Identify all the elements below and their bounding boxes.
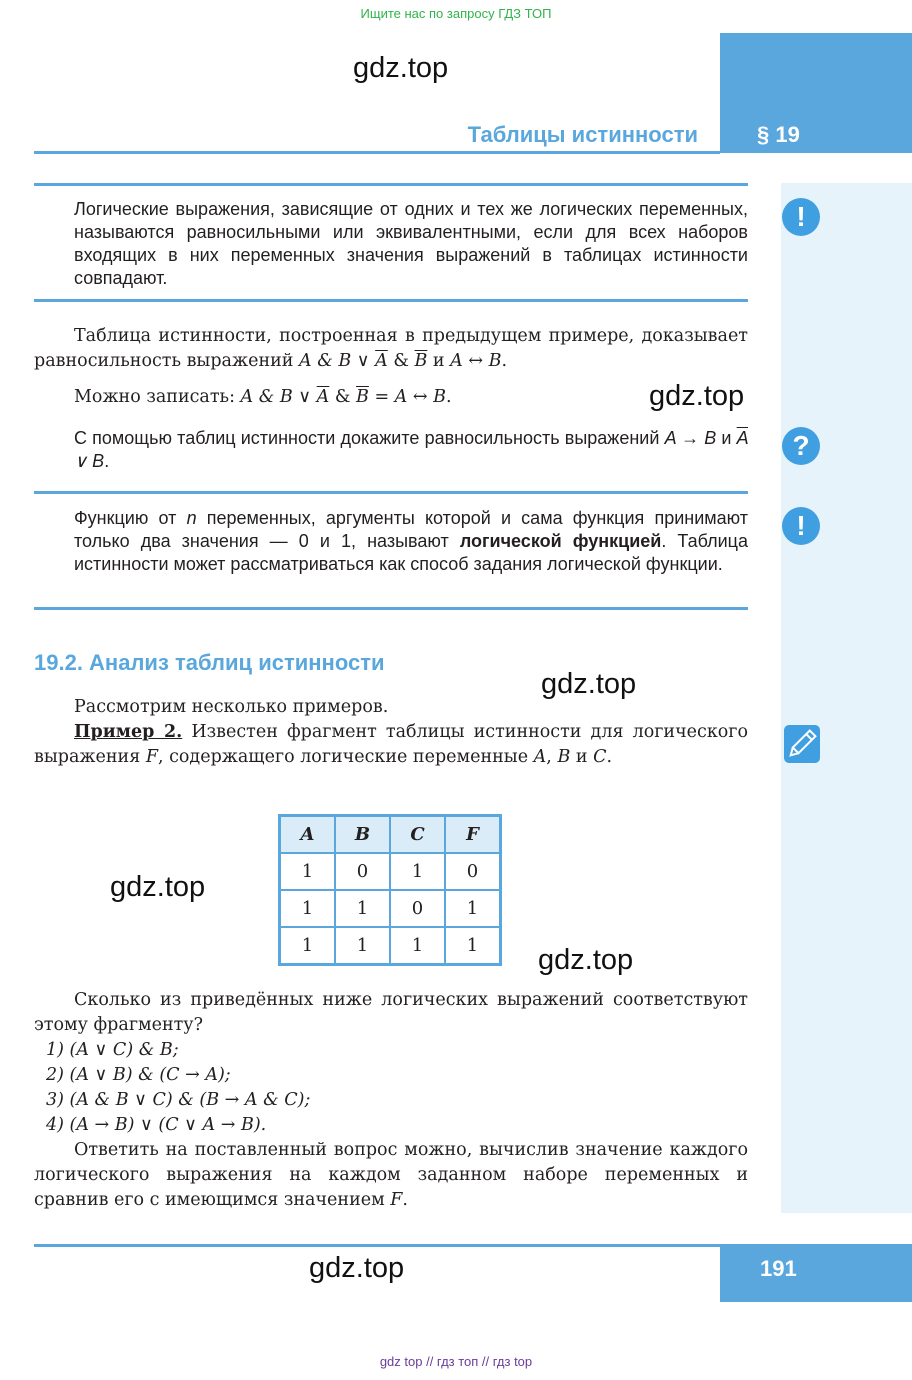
table-header-cell: A <box>280 816 336 854</box>
example-f: F <box>145 747 158 767</box>
expr-dot: . <box>501 351 508 371</box>
table-cell: 1 <box>445 890 501 927</box>
footer-accent-bar <box>720 1244 912 1302</box>
table-cell: 1 <box>280 890 336 927</box>
negated-b: $\overline{B}$ <box>414 351 428 371</box>
table-cell: 1 <box>445 927 501 965</box>
paragraph-formula <box>74 385 634 410</box>
question-expr2: ∨ B <box>74 451 105 471</box>
watermark: gdz.top <box>541 668 637 700</box>
paragraph-text: Таблица истинности, построенная в предыдущем примере, доказывает равносильность выражений <box>34 326 748 371</box>
def-text: переменных, аргументы которой и сама функция принимают только два значения — 0 и 1, называют <box>74 508 748 551</box>
answer-f: F <box>390 1190 403 1210</box>
chapter-title: Таблицы истинности <box>467 122 698 147</box>
watermark: gdz.top <box>353 52 449 84</box>
question-expr1: A → B <box>664 428 717 448</box>
box-bottom-rule <box>34 607 748 610</box>
expr-equivalence: A ↔ B <box>450 351 502 371</box>
def-n: n <box>186 508 197 528</box>
section-number: § 19 <box>757 122 800 147</box>
expr-part: A & B ∨ <box>299 351 376 371</box>
example-body: , содержащего логические переменные <box>157 747 534 767</box>
formula-amp: & <box>329 387 357 407</box>
answer-dot: . <box>402 1190 408 1210</box>
page-number: 191 <box>760 1256 797 1281</box>
expr-and: и <box>427 351 451 371</box>
table-cell: 1 <box>390 927 445 965</box>
table-header-cell: C <box>390 816 445 854</box>
question-and: и <box>716 428 737 448</box>
box-bottom-rule <box>34 299 748 302</box>
watermark: gdz.top <box>309 1252 405 1284</box>
example-dot: . <box>606 747 613 767</box>
top-search-note[interactable]: Ищите нас по запросу ГДЗ ТОП <box>360 6 552 21</box>
formula-negated-a: $\overline{A}$ <box>316 387 330 407</box>
truth-table <box>278 814 502 966</box>
table-cell: 0 <box>390 890 445 927</box>
answer-body: Ответить на поставленный вопрос можно, вычислив значение каждого логического выражения на каждом заданном наборе переменных и сравнив его с имеющимся значением <box>34 1140 748 1210</box>
table-cell: 1 <box>390 853 445 890</box>
def-text: Функцию от <box>74 508 187 528</box>
option-3: 3) (A & B ∨ C) & (B → A & C); <box>46 1090 311 1110</box>
table-cell: 1 <box>335 927 390 965</box>
watermark: gdz.top <box>538 944 634 976</box>
formula-negated-b: $\overline{B}$ <box>356 387 369 407</box>
formula-lead: Можно записать: <box>74 387 241 407</box>
table-cell: 1 <box>280 853 336 890</box>
section-heading: 19.2. Анализ таблиц истинности <box>34 650 385 675</box>
example-body: Известен фрагмент таблицы истинности для логического выражения <box>34 722 748 767</box>
question-two: Сколько из приведённых ниже логических выражений соответствуют этому фрагменту? <box>34 990 748 1035</box>
example-b: B <box>557 747 571 767</box>
expr-amp: & <box>387 351 415 371</box>
def-text: . Таблица истинности может рассматриваться как способ задания логической функции. <box>74 531 749 574</box>
example-c: C <box>593 747 607 767</box>
table-header-row <box>280 816 501 854</box>
table-header-cell: B <box>335 816 390 854</box>
table-cell: 1 <box>335 890 390 927</box>
example-a: A <box>533 747 547 767</box>
question-text: С помощью таблиц истинности докажите равносильность выражений <box>74 428 665 448</box>
definition-logical-function <box>74 507 748 576</box>
important-icon: ! <box>782 507 820 545</box>
box-top-rule <box>34 491 748 494</box>
important-icon: ! <box>782 198 820 236</box>
example-comma: , <box>546 747 552 767</box>
negated-a: $\overline{A}$ <box>375 351 388 371</box>
table-header-cell: F <box>445 816 501 854</box>
table-cell: 0 <box>335 853 390 890</box>
table-cell: 0 <box>445 853 501 890</box>
option-4: 4) (A → B) ∨ (C ∨ A → B). <box>46 1115 267 1135</box>
question-negated-a: $\overline{A}$ <box>736 428 748 448</box>
table-cell: 1 <box>280 927 336 965</box>
formula-part: A & B ∨ <box>240 387 317 407</box>
table-row <box>280 927 501 965</box>
option-1: 1) (A ∨ C) & B; <box>46 1040 179 1060</box>
formula-equals: = A ↔ B <box>368 387 446 407</box>
example-label: Пример 2. <box>74 722 183 742</box>
formula-dot: . <box>445 387 452 407</box>
header-accent-bar <box>720 33 912 153</box>
watermark: gdz.top <box>649 380 745 412</box>
table-row <box>280 890 501 927</box>
footer-rule <box>34 1244 720 1247</box>
header-rule <box>34 151 720 154</box>
box-top-rule <box>34 183 748 186</box>
watermark: gdz.top <box>110 871 206 903</box>
definition-equivalence: Логические выражения, зависящие от одних и тех же логических переменных, называются равносильными или эквивалентными, если для всех наборов входящих в них переменных значения выражений в таблицах истинности совпадают. <box>74 199 748 288</box>
intro-text: Рассмотрим несколько примеров. <box>74 697 389 717</box>
question-icon: ? <box>782 427 820 465</box>
truth-table-wrap <box>278 814 502 966</box>
example-text <box>34 720 748 770</box>
example-and: и <box>570 747 594 767</box>
answer-text <box>34 1138 748 1213</box>
def-term: логической функцией <box>459 531 662 551</box>
option-2: 2) (A ∨ B) & (C → A); <box>46 1065 231 1085</box>
bottom-links[interactable]: gdz top // гдз топ // гдз top <box>379 1354 533 1369</box>
pencil-icon <box>784 725 820 763</box>
question-task <box>74 427 748 473</box>
margin-band <box>781 183 912 1213</box>
question-dot: . <box>104 451 110 471</box>
table-row <box>280 853 501 890</box>
paragraph-equivalence <box>34 324 748 374</box>
